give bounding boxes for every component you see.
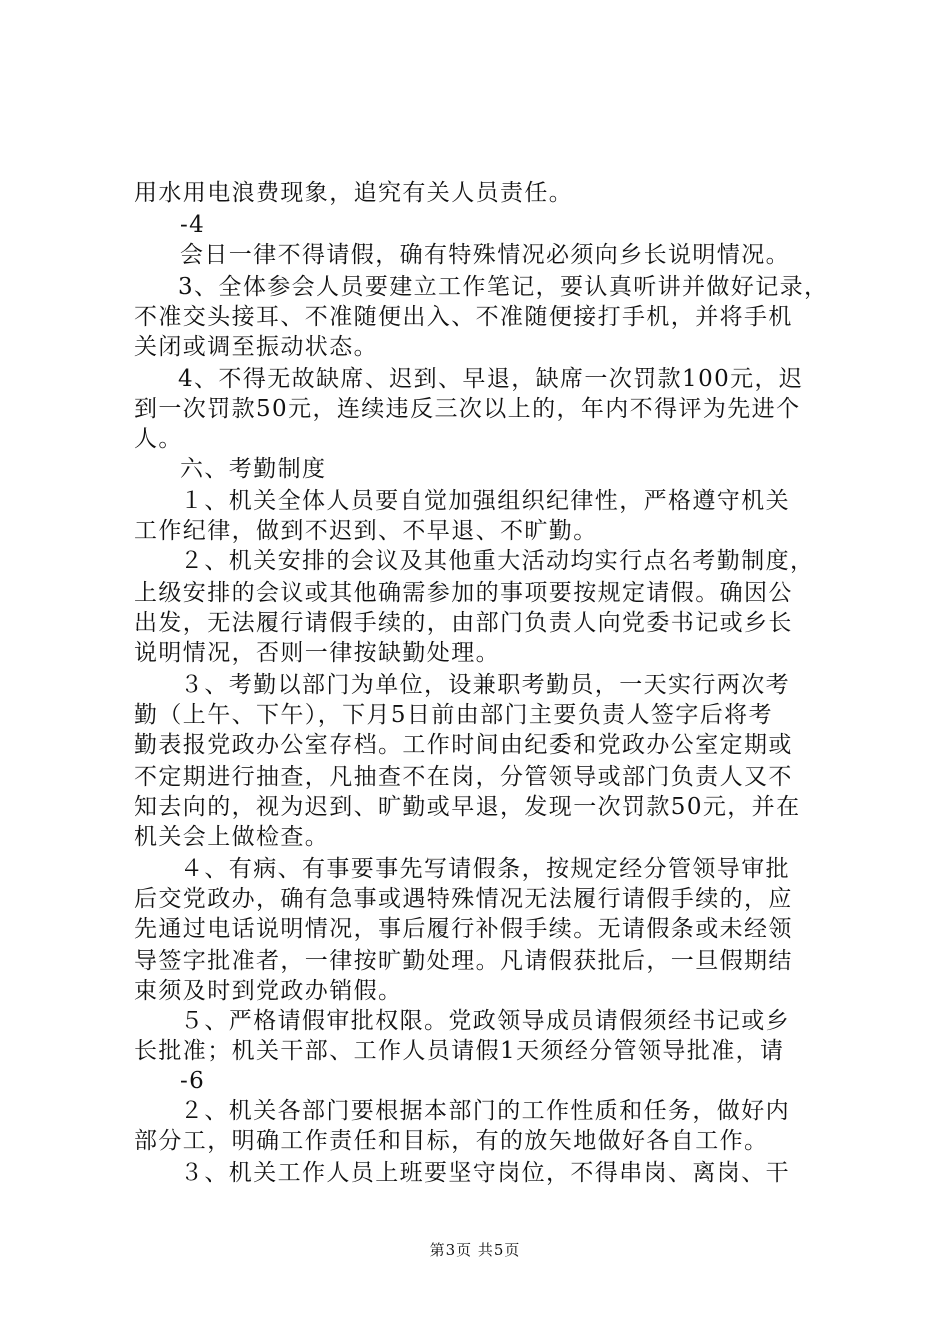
text-line: 勤（上午、下午），下月5日前由部门主要负责人签字后将考 bbox=[134, 702, 773, 728]
text-line: 不准交头接耳、不准随便出入、不准随便接打手机，并将手机 bbox=[134, 304, 793, 330]
text-line: 知去向的，视为迟到、旷勤或早退，发现一次罚款50元，并在 bbox=[134, 794, 801, 820]
text-line: 人。 bbox=[134, 426, 183, 452]
text-line: 4、不得无故缺席、迟到、早退，缺席一次罚款100元，迟 bbox=[178, 366, 804, 392]
text-line: 关闭或调至振动状态。 bbox=[134, 334, 378, 360]
text-line: 部分工，明确工作责任和目标，有的放矢地做好各自工作。 bbox=[134, 1128, 769, 1154]
text-line: ２、机关安排的会议及其他重大活动均实行点名考勤制度， bbox=[180, 548, 815, 574]
text-line: 说明情况，否则一律按缺勤处理。 bbox=[134, 640, 500, 666]
text-line: 用水用电浪费现象，追究有关人员责任。 bbox=[134, 180, 574, 206]
text-line: 上级安排的会议或其他确需参加的事项要按规定请假。确因公 bbox=[134, 580, 793, 606]
text-line: １、机关全体人员要自觉加强组织纪律性，严格遵守机关 bbox=[180, 488, 790, 514]
text-line: 到一次罚款50元，连续违反三次以上的，年内不得评为先进个 bbox=[134, 396, 801, 422]
page-marker: -4 bbox=[180, 212, 206, 238]
text-line: 会日一律不得请假，确有特殊情况必须向乡长说明情况。 bbox=[180, 242, 790, 268]
text-line: ４、有病、有事要事先写请假条，按规定经分管领导审批 bbox=[180, 856, 790, 882]
text-line: 先通过电话说明情况，事后履行补假手续。无请假条或未经领 bbox=[134, 916, 793, 942]
page-marker: -6 bbox=[180, 1068, 206, 1094]
section-heading: 六、考勤制度 bbox=[180, 456, 327, 482]
text-line: 机关会上做检查。 bbox=[134, 824, 330, 850]
text-line: 工作纪律，做到不迟到、不早退、不旷勤。 bbox=[134, 518, 598, 544]
text-line: 3、全体参会人员要建立工作笔记，要认真听讲并做好记录， bbox=[178, 274, 829, 300]
text-line: 导签字批准者，一律按旷勤处理。凡请假获批后，一旦假期结 bbox=[134, 948, 793, 974]
text-line: 长批准；机关干部、工作人员请假1天须经分管领导批准，请 bbox=[134, 1038, 785, 1064]
text-line: ２、机关各部门要根据本部门的工作性质和任务，做好内 bbox=[180, 1098, 790, 1124]
text-line: ３、机关工作人员上班要坚守岗位，不得串岗、离岗、干 bbox=[180, 1160, 790, 1186]
text-line: 束须及时到党政办销假。 bbox=[134, 978, 403, 1004]
text-line: ５、严格请假审批权限。党政领导成员请假须经书记或乡 bbox=[180, 1008, 790, 1034]
text-line: 勤表报党政办公室存档。工作时间由纪委和党政办公室定期或 bbox=[134, 732, 793, 758]
text-line: 后交党政办，确有急事或遇特殊情况无法履行请假手续的，应 bbox=[134, 886, 793, 912]
text-line: ３、考勤以部门为单位，设兼职考勤员，一天实行两次考 bbox=[180, 672, 790, 698]
page-number-footer: 第3页 共5页 bbox=[429, 1241, 521, 1259]
text-line: 不定期进行抽查，凡抽查不在岗，分管领导或部门负责人又不 bbox=[134, 764, 793, 790]
text-line: 出发，无法履行请假手续的，由部门负责人向党委书记或乡长 bbox=[134, 610, 793, 636]
